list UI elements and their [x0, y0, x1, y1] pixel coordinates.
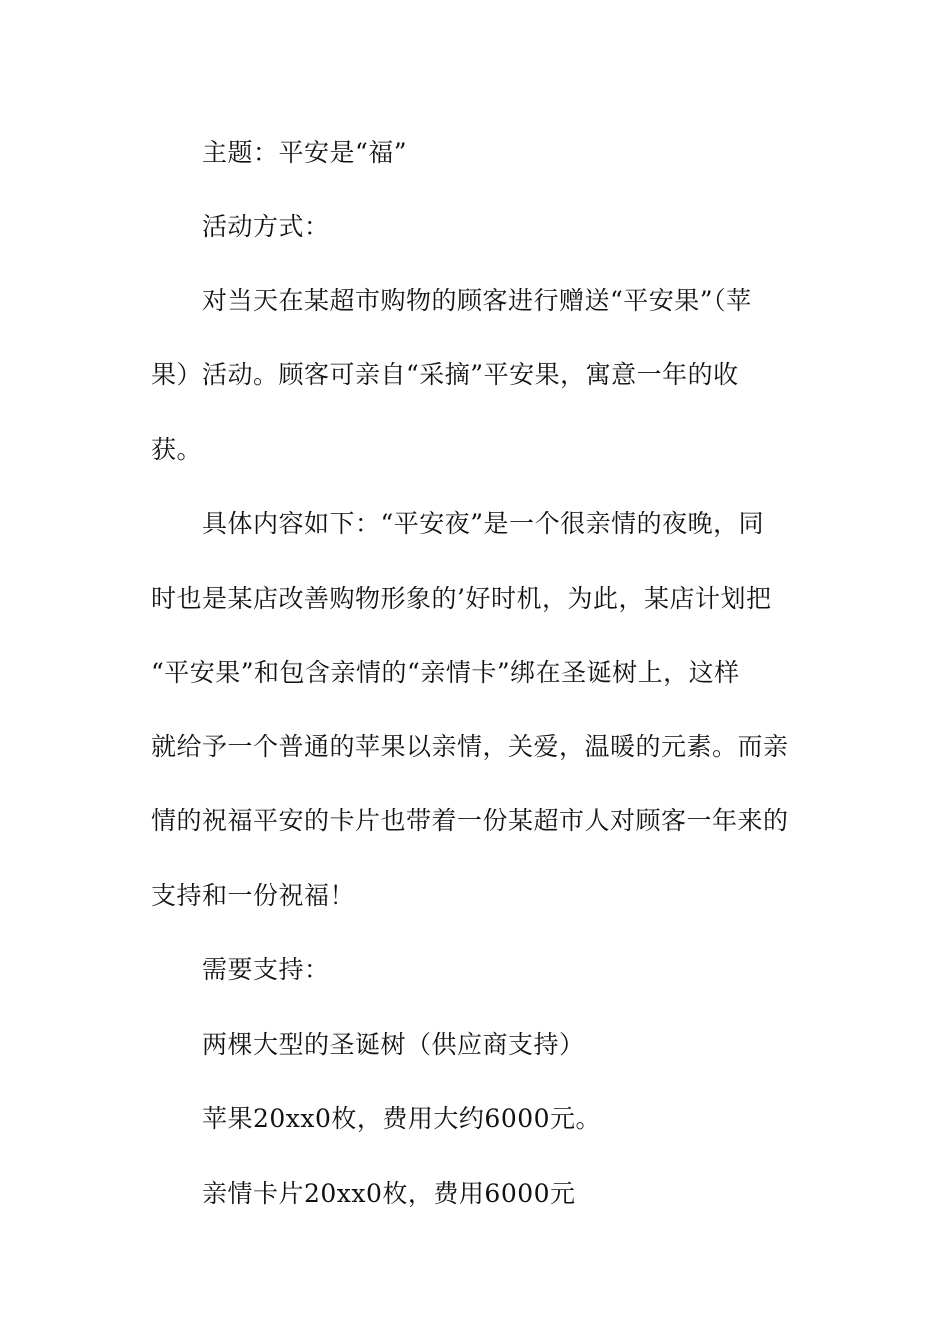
paragraph-line: 果）活动。顾客可亲自“采摘”平安果，寓意一年的收 — [151, 360, 739, 389]
paragraph-line: 具体内容如下：“平安夜”是一个很亲情的夜晚，同 — [202, 509, 765, 538]
paragraph-line: 获。 — [151, 435, 203, 464]
paragraph-line: 时也是某店改善购物形象的’好时机，为此，某店计划把 — [151, 584, 772, 613]
paragraph-line: 情的祝福平安的卡片也带着一份某超市人对顾客一年来的 — [151, 806, 789, 835]
support-item: 苹果20xx0枚，费用大约6000元。 — [202, 1104, 602, 1133]
theme-line: 主题：平安是“福” — [202, 138, 408, 167]
paragraph-line: 就给予一个普通的苹果以亲情，关爱，温暖的元素。而亲 — [151, 732, 789, 761]
method-heading: 活动方式： — [202, 212, 330, 241]
support-item: 亲情卡片20xx0枚，费用6000元 — [202, 1179, 576, 1208]
support-heading: 需要支持： — [202, 955, 330, 984]
paragraph-line: “平安果”和包含亲情的“亲情卡”绑在圣诞树上，这样 — [151, 658, 740, 687]
paragraph-line: 对当天在某超市购物的顾客进行赠送“平安果”（苹 — [202, 286, 752, 315]
paragraph-line: 支持和一份祝福！ — [151, 881, 356, 910]
support-item: 两棵大型的圣诞树（供应商支持） — [202, 1030, 585, 1059]
